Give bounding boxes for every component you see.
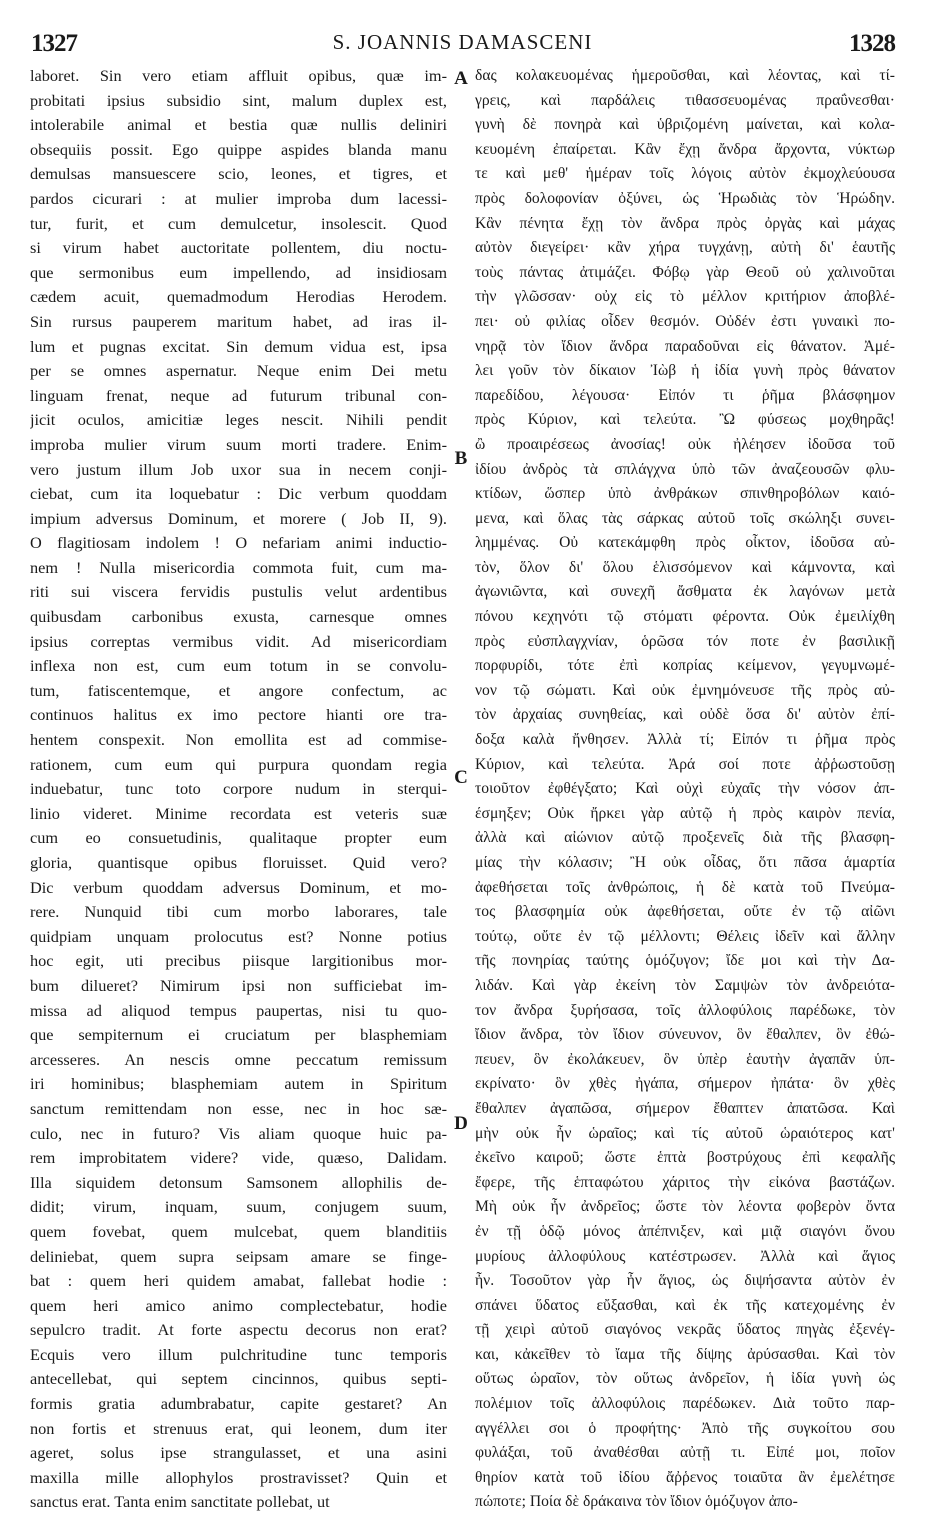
latin-text-line: sanctum remittendam non esse, nec in hoc sæ- xyxy=(30,1098,447,1118)
section-marker-b: B xyxy=(454,448,468,469)
latin-text-line: ciebat, cum ita loquebatur : Dic verbum quoddam xyxy=(30,484,447,504)
greek-text-line: σπάνει ὕδατος εὔξασθαι, καὶ ἐκ τῆς κατεχομένης ἐν xyxy=(475,1296,895,1314)
latin-text-line: deliniebat, quem supra seipsam amare se finge- xyxy=(30,1246,447,1266)
latin-text-line: Illa siquidem detonsum Samsonem allophilis de- xyxy=(30,1172,447,1192)
latin-text-line: induebatur, tunc toto corpore nudum in sterqui- xyxy=(30,779,447,799)
greek-text-line: ἰδίου ἀνδρὸς τὰ σπλάγχνα ὑπὸ τῶν ἀναζεουσῶν φλυ- xyxy=(475,460,895,478)
latin-text-line: quem fovebat, quem mulcebat, quem blanditiis xyxy=(30,1221,447,1241)
greek-text-line: τούτῳ, οὔτε ἐν τῷ μέλλοντι; Θέλεις ἰδεῖν καὶ ἄλλην xyxy=(475,927,895,945)
greek-text-line: ἀφεθήσεται τοῖς ἀνθρώποις, ἡ δὲ κατὰ τοῦ Πνεύμα- xyxy=(475,878,895,896)
latin-text-line: sanctus erat. Tanta enim sanctitate pollebat, ut xyxy=(30,1492,330,1512)
section-marker-d: D xyxy=(454,1113,468,1134)
latin-text-line: antecellebat, qui septem cincinnos, quibus septi- xyxy=(30,1369,447,1389)
latin-text-line: linguam frenat, neque ad futurum tribunal con- xyxy=(30,385,447,405)
greek-text-line: τὸν, ὅλον δι' ὅλου ἑλισσόμενον καὶ κάμνοντα, καὶ xyxy=(475,558,895,576)
greek-text-line: θηρίον κατὰ τοῦ ἰδίου ἄῤῥενος τοιαῦτα ἂν ἐμελέτησε xyxy=(475,1468,895,1486)
latin-text-line: linio videret. Minime recordata est veteris suæ xyxy=(30,803,447,823)
greek-text-line: πευεν, ὃν ἐκολάκευεν, ὃν ὑπὲρ ἑαυτὴν ἀγαπᾶν ὑπ- xyxy=(475,1050,895,1068)
latin-text-line: ipsius correptas vermibus vidit. Ad misericordiam xyxy=(30,631,447,651)
greek-text-line: τὴν γλῶσσαν· οὐχ εἰς τὸ μέλλον κριτήριον ἀποβλέ- xyxy=(475,288,895,306)
greek-text-line: τος βλασφημία οὐκ ἀφεθήσεται, οὔτε ἐν τῷ αἰῶνι xyxy=(475,903,895,921)
latin-text-line: impium adversus Dominum, et morere ( Job II, 9). xyxy=(30,508,447,528)
latin-text-line: cædem acuit, quemadmodum Herodias Herodem. xyxy=(30,287,447,307)
greek-text-line: δοξα καλὰ ἤνθησεν. Ἀλλὰ τί; Εἰπόν τι ῥῆμα πρὸς xyxy=(475,731,895,749)
running-title: S. JOANNIS DAMASCENI xyxy=(332,30,593,54)
latin-text-line: inflexa non est, cum eum totum in se convolu- xyxy=(30,656,447,676)
left-column-number: 1327 xyxy=(31,30,77,57)
greek-text-line: δας κολακευομένας ἡμεροῦσθαι, καὶ λέοντας, καὶ τί- xyxy=(475,67,895,84)
greek-text-line: ἐν τῇ ὁδῷ μόνος ἀπέπνιξεν, καὶ μιᾷ σιαγόνι ὄνου xyxy=(475,1222,895,1240)
latin-text-line: tum, fatiscentemque, et angore confectum, ac xyxy=(30,680,447,700)
greek-text-line: ἔθαλπεν ἀγαπῶσα, σήμερον ἔθαπτεν ἀπατῶσα. Καὶ xyxy=(475,1099,895,1117)
greek-text-line: τὸν ἀρχαίας συνηθείας, καὶ οὐδὲ ὅσα δι' αὐτὸν ἐπί- xyxy=(475,706,895,724)
greek-text-line: και, κἀκεῖθεν τὸ ἴαμα τῆς δίψης ἀρύσασθαι. Καὶ τὸν xyxy=(475,1345,895,1363)
latin-text-line: formis gratia adumbrabatur, capite gestaret? An xyxy=(30,1394,447,1414)
greek-text-line: τε καὶ μεθ' ἡμέραν τοῖς λόγοις αὐτὸν ἐκμοχλεύουσα xyxy=(475,165,895,183)
latin-text-line: rem improbitatem videre? vide, quæso, Dalidam. xyxy=(30,1148,447,1168)
greek-text-line: κτίδων, ὥσπερ ὑπὸ ἀνθράκων σπινθηροβόλων καιό- xyxy=(475,485,895,503)
greek-text-line: έσμηξεν; Οὐκ ἤρκει γὰρ αὐτῷ ἡ πρὸς καιρὸν πενία, xyxy=(475,804,895,822)
greek-text-line: ἀγωνιῶντα, καὶ συνεχῆ ἄσθματα ἐκ λαγόνων μετὰ xyxy=(475,583,895,601)
latin-text-line: hentem conspexit. Non emollita est ad commise- xyxy=(30,730,447,750)
latin-text-line: culo, nec in futuro? Vis aliam quoque huic pa- xyxy=(30,1123,447,1143)
latin-text-line: probitati ipsius subsidio sint, malum duplex est, xyxy=(30,90,447,110)
greek-text-line: οὕτως ὡραῖον, τὸν οὕτως ἀνδρεῖον, ἡ ἰδία γυνὴ ὡς xyxy=(475,1370,895,1388)
greek-text-line: πει· οὐ φιλίας οἶδεν θεσμόν. Οὐδέν ἐστι γυναικὶ πο- xyxy=(475,312,895,330)
greek-text-line: νον τῷ σώματι. Καὶ οὐκ ἐμνημόνευσε τῆς πρὸς αὐ- xyxy=(475,681,895,699)
greek-text-line: ἀλλὰ καὶ αἰώνιον αὐτῷ προξενεῖς διὰ τῆς βλασφη- xyxy=(475,829,895,847)
latin-text-line: quidpiam unquam prolocutus est? Nonne potius xyxy=(30,926,447,946)
latin-text-line: demulsas mansuescere scio, leones, et tigres, et xyxy=(30,164,447,184)
latin-text-line: obsequiis possit. Ego quippe aspides blanda manu xyxy=(30,139,447,159)
latin-text-line: vero justum illum Job uxor sua in necem conji- xyxy=(30,459,447,479)
latin-text-line: jicit oculos, amicitiæ leges nescit. Nihili pendit xyxy=(30,410,447,430)
latin-text-line: improba mulier virum suum morti tradere. Enim- xyxy=(30,434,447,454)
latin-text-line: gloria, quantisque opibus floruisset. Quid vero? xyxy=(30,853,447,872)
latin-text-line: missa ad aliquod tempus paupertas, nisi tu quo- xyxy=(30,1000,447,1020)
latin-text-line: rationem, cum eum qui purpura quondam regia xyxy=(30,754,447,774)
greek-text-line: λει γοῦν τὸν δίκαιον Ἰὼβ ἡ ἰδία γυνὴ πρὸς θάνατον xyxy=(475,362,895,380)
right-column-number: 1328 xyxy=(849,30,895,57)
greek-text-line: αγγέλλει σοι ὁ προφήτης· Ἀπὸ τῆς συγκοίτου σου xyxy=(475,1419,895,1437)
latin-text-line: Sin rursus pauperem maritum habet, ad iras il- xyxy=(30,311,447,331)
latin-text-line: bum dilueret? Nimirum ipsi non sufficiebat im- xyxy=(30,975,447,995)
greek-text-line: τῆς πονηρίας ταύτης ὁμόζυγον; ἴδε μοι καὶ τὴν Δα- xyxy=(475,952,895,970)
greek-text-line: πρὸς εὐσπλαγχνίαν, ὁρῶσα τόν ποτε ἐν βασιλικῇ xyxy=(475,632,895,650)
latin-text-line: bat : quem heri quidem amabat, fallebat hodie : xyxy=(30,1271,447,1291)
greek-text-line: τοὺς πάντας ἀτιμάζει. Φόβῳ γὰρ Θεοῦ οὐ χαλινοῦται xyxy=(475,263,895,281)
greek-text-line: ἔφερε, τῆς ἑπταφώτου χάριτος τὴν εἰκόνα βαστάζων. xyxy=(475,1173,895,1191)
greek-text-line: λιδάν. Καὶ γὰρ ἐκείνη τὸν Σαμψὼν τὸν ἀνδρειότα- xyxy=(475,976,895,994)
latin-text-line: ageret, solus ipse strangulasset, et una asini xyxy=(30,1443,447,1463)
latin-text-line: quem heri amico animo complectebatur, hodie xyxy=(30,1295,447,1315)
greek-text-line: μενα, καὶ ὅλας τὰς σάρκας αὐτοῦ τοῖς σκώληξι συνει- xyxy=(475,509,895,527)
greek-text-line: φυλάξαι, τοῦ ἀναθέσθαι αὐτῇ τι. Εἰπέ μοι, ποῖον xyxy=(475,1444,895,1462)
greek-text-line: λημμένας. Οὐ κατεκάμφθη πρὸς οἶκτον, ἰδοῦσα αὐ- xyxy=(475,534,895,552)
greek-text-line: τον ἄνδρα ξυρήσασα, τοῖς ἀλλοφύλοις παρέδωκε, τὸν xyxy=(475,1001,895,1019)
latin-text-line: maxilla mille allophylos prostravisset? Quin et xyxy=(30,1467,447,1487)
greek-text-column xyxy=(475,64,895,1538)
latin-text-line: que sermonibus eum impellendo, ad insidiosam xyxy=(30,262,447,282)
greek-text-line: εκρίνατο· ὃν χθὲς ἠγάπα, σήμερον ἠπάτα· ὃν χθὲς xyxy=(475,1075,895,1093)
greek-text-line: Κύριον, καὶ τελεύτα. Ἀρά σοί ποτε ἀῤῥωστοῦσῃ xyxy=(475,755,895,773)
latin-text-line: per se omnes aspernatur. Neque enim Dei metu xyxy=(30,361,447,381)
latin-text-line: cum eo consuetudinis, qualitaque propter eum xyxy=(30,828,447,848)
section-marker-a: A xyxy=(454,68,468,89)
greek-text-line: ὢ προαιρέσεως ἀνοσίας! οὐκ ἠλέησεν ἰδοῦσα τοῦ xyxy=(475,435,895,453)
latin-text-line: lum et pugnas excitat. Sin demum vidua est, ipsa xyxy=(30,336,447,356)
greek-text-line: πορφυρίδι, τότε ἐπὶ κοπρίας κείμενον, γεγυμνωμέ- xyxy=(475,657,895,675)
greek-text-line: κευομένη ἐπαίρεται. Κἂν ἔχῃ ἄνδρα ἄρχοντα, νύκτωρ xyxy=(475,140,895,158)
latin-text-line: rere. Nunquid tibi cum morbo laborares, tale xyxy=(30,902,447,922)
latin-text-line: didit; virum, inquam, suum, conjugem suum, xyxy=(30,1197,447,1217)
greek-text-line: τοιοῦτον ἐφθέγξατο; Καὶ οὐχὶ εὐχαῖς τὴν νόσον ἀπ- xyxy=(475,780,895,798)
greek-text-line: πώποτε; Ποία δὲ δράκαινα τὸν ἴδιον ὁμόζυγον ἀπο- xyxy=(475,1493,798,1511)
latin-text-line: que sempiternum ei cruciatum per blasphemiam xyxy=(30,1025,447,1045)
latin-text-line: nem ! Nulla misericordia commota fuit, cum ma- xyxy=(30,557,447,577)
greek-text-line: πόνου κεχηνότι τῷ στόματι φέροντα. Οὐκ ἐμειλίχθη xyxy=(475,608,895,626)
latin-text-line: iri hominibus; blasphemiam autem in Spiritum xyxy=(30,1074,447,1094)
greek-text-line: πρὸς δολοφονίαν ὀξύνει, ὡς Ἡρωδιὰς τὸν Ἡρώδην. xyxy=(475,189,895,207)
greek-text-line: παρεδίδου, λέγουσα· Εἰπόν τι ῥῆμα βλάσφημον xyxy=(475,386,895,404)
latin-text-line: non fortis et strenuus erat, qui leonem, dum iter xyxy=(30,1418,447,1438)
greek-text-line: νηρᾷ τὸν ἴδιον ἄνδρα παραδοῦναι εἰς θάνατον. Ἀμέ- xyxy=(475,337,895,355)
greek-text-line: αὐτὸν διεγείρει· κἂν χήρα τυγχάνῃ, αὐτὴ δι' ἑαυτῆς xyxy=(475,239,895,257)
page-header xyxy=(0,0,925,62)
latin-text-line: arcesseres. An nescis omne peccatum remissum xyxy=(30,1049,447,1069)
greek-text-line: τῇ χειρὶ αὐτοῦ σιαγόνος νεκρᾶς ὕδατος πηγὰς ἐξενέγ- xyxy=(475,1321,895,1339)
latin-text-line: quibusdam carbonibus exusta, carnesque omnes xyxy=(30,607,447,627)
latin-text-line: tur, furit, et cum demulcetur, insolescit. Quod xyxy=(30,213,447,233)
greek-text-line: γυνὴ δὲ πονηρὰ καὶ ὑβριζομένη μαίνεται, καὶ κολα- xyxy=(475,116,895,134)
latin-text-line: intolerabile animal et bestia quæ nullis deliniri xyxy=(30,115,447,135)
section-marker-c: C xyxy=(454,767,468,788)
greek-text-line: πρὸς Κύριον, καὶ τελεύτα. Ὢ φύσεως μοχθηρᾶς! xyxy=(475,411,895,429)
latin-text-line: hoc egit, uti precibus piisque largitionibus mor- xyxy=(30,951,447,971)
greek-text-line: ἴδιον ἄνδρα, τὸν ἴδιον σύνευνον, ὃν ἔθαλπεν, ὃν ἐθώ- xyxy=(475,1026,895,1044)
greek-text-line: Κἂν πένητα ἔχῃ τὸν ἄνδρα πρὸς ὀργὰς καὶ μάχας xyxy=(475,214,895,232)
latin-text-line: sepulcro tradit. At forte aspectu decorus non erat? xyxy=(30,1320,447,1340)
greek-text-line: Μὴ οὐκ ἦν ἀνδρεῖος; ὥστε τὸν λέοντα φοβερὸν ὄντα xyxy=(475,1198,895,1216)
latin-text-line: si virum habet auctoritate pollentem, diu noctu- xyxy=(30,238,447,258)
latin-text-column xyxy=(30,64,447,1538)
greek-text-line: πολέμιον τοῖς ἀλλοφύλοις παρέδωκεν. Διὰ τοῦτο παρ- xyxy=(475,1395,895,1413)
greek-text-line: μίας τὴν κόλασιν; Ἢ οὐκ οἶδας, ὅτι πᾶσα ἁμαρτία xyxy=(475,854,895,871)
latin-text-line: laboret. Sin vero etiam affluit opibus, quæ im- xyxy=(30,66,447,85)
latin-text-line: O flagitiosam indolem ! O nefariam animi inductio- xyxy=(30,533,447,553)
latin-text-line: riti sui viscera fervidis pustulis velut ardentibus xyxy=(30,582,447,602)
greek-text-line: ἦν. Τοσοῦτον γὰρ ἦν ἅγιος, ὡς διψήσαντα αὐτὸν ἐν xyxy=(475,1272,895,1290)
greek-text-line: ἐκεῖνο καιροῦ; ὥστε ἑπτὰ βοστρύχους ἐπὶ κεφαλῆς xyxy=(475,1149,895,1167)
latin-text-line: pardos cicurari : at mulier improba dum lacessi- xyxy=(30,188,447,208)
greek-text-line: μυρίους ἀλλοφύλους κατέστρωσεν. Ἀλλὰ καὶ ἅγιος xyxy=(475,1247,895,1265)
greek-text-line: μὴν οὐκ ἦν ὡραῖος; καὶ τίς αὐτοῦ ὡραιότερος κατ' xyxy=(475,1124,895,1142)
greek-text-line: γρεις, καὶ παρδάλεις τιθασσευομένας πραΰνεσθαι· xyxy=(475,91,895,109)
latin-text-line: Ecquis vero illum pulchritudine tunc temporis xyxy=(30,1344,447,1364)
latin-text-line: continuos halitus ex imo pectore hianti ore tra- xyxy=(30,705,447,725)
latin-text-line: Dic verbum quoddam adversus Dominum, et mo- xyxy=(30,877,447,897)
